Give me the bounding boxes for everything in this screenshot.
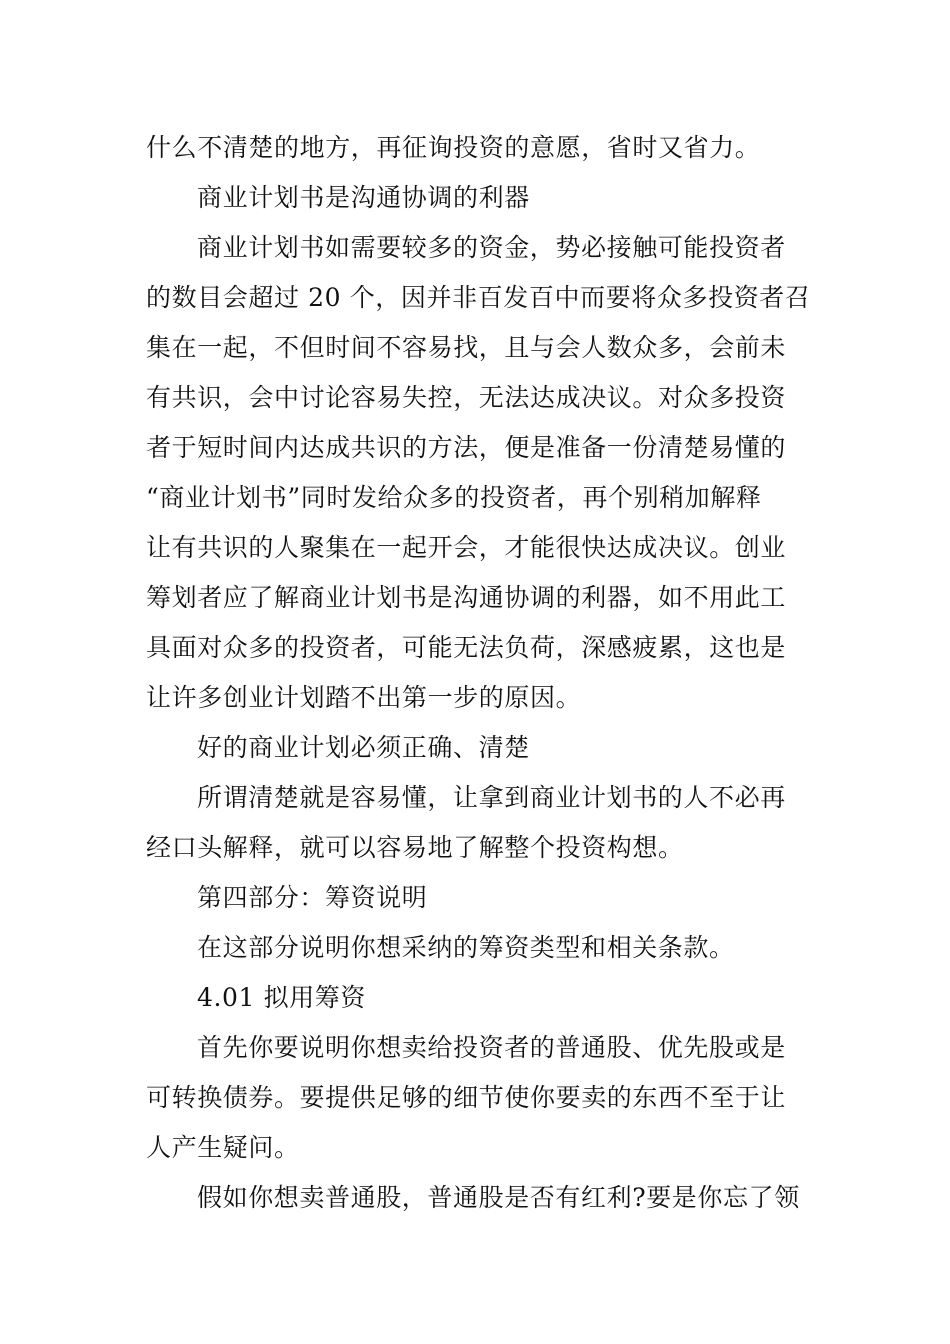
section-heading: 好的商业计划必须正确、清楚 (197, 733, 530, 762)
text-line: 让许多创业计划踏不出第一步的原因。 (146, 683, 582, 712)
text-line: 商业计划书如需要较多的资金，势必接触可能投资者 (197, 233, 786, 262)
text-line: 人产生疑问。 (146, 1133, 300, 1162)
text-line: “商业计划书”同时发给众多的投资者，再个别稍加解释 (146, 483, 762, 512)
section-heading: 4.01 拟用筹资 (197, 983, 367, 1012)
text-line: 首先你要说明你想卖给投资者的普通股、优先股或是 (197, 1033, 786, 1062)
text-line: 有共识，会中讨论容易失控，无法达成决议。对众多投资 (146, 383, 787, 412)
text-line: 筹划者应了解商业计划书是沟通协调的利器，如不用此工 (146, 583, 787, 612)
text-line: 在这部分说明你想采纳的筹资类型和相关条款。 (197, 933, 735, 962)
section-heading: 商业计划书是沟通协调的利器 (197, 183, 530, 212)
text-line: 所谓清楚就是容易懂，让拿到商业计划书的人不必再 (197, 783, 786, 812)
text-line: 让有共识的人聚集在一起开会，才能很快达成决议。创业 (146, 533, 787, 562)
text-line: 者于短时间内达成共识的方法，便是准备一份清楚易懂的 (146, 433, 787, 462)
text-line: 集在一起，不但时间不容易找，且与会人数众多，会前未 (146, 333, 787, 362)
text-line: 经口头解释，就可以容易地了解整个投资构想。 (146, 833, 684, 862)
text-line: 假如你想卖普通股，普通股是否有红利?要是你忘了领 (197, 1183, 800, 1212)
text-line: 什么不清楚的地方，再征询投资的意愿，省时又省力。 (146, 133, 761, 162)
section-heading: 第四部分：筹资说明 (197, 883, 428, 912)
text-line: 可转换债券。要提供足够的细节使你要卖的东西不至于让 (146, 1083, 787, 1112)
text-line: 具面对众多的投资者，可能无法负荷，深感疲累，这也是 (146, 633, 787, 662)
text-line: 的数目会超过 20 个，因并非百发百中而要将众多投资者召 (146, 283, 811, 312)
